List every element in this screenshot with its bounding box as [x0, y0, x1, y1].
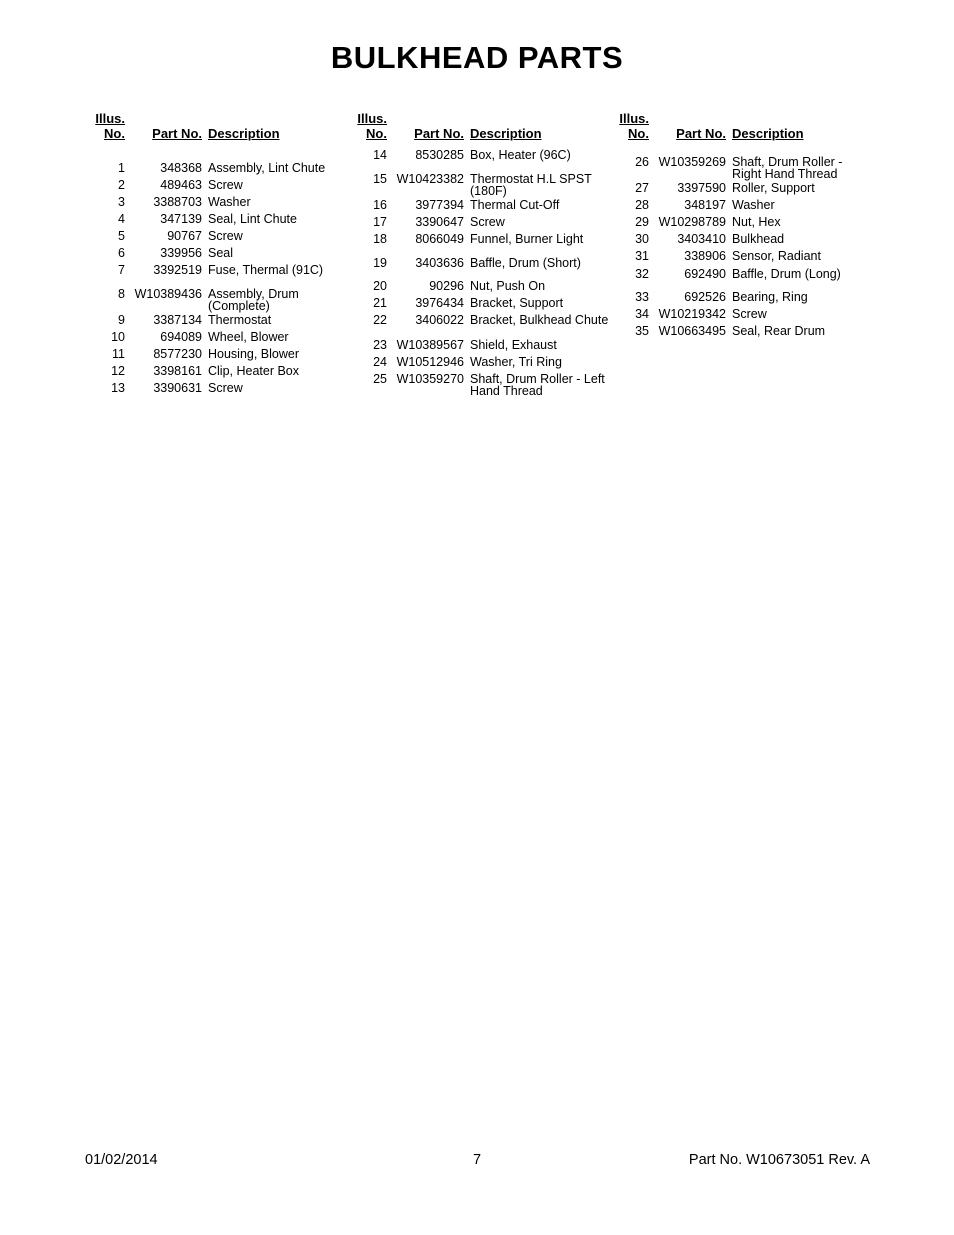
part-number: 692526: [684, 290, 726, 304]
illus-number: 24: [373, 355, 387, 369]
part-description: Fuse, Thermal (91C): [208, 263, 324, 277]
footer-date: 01/02/2014: [85, 1152, 158, 1168]
part-number: W10423382: [396, 172, 464, 186]
illus-number: 18: [373, 232, 387, 246]
part-number: 347139: [160, 212, 202, 226]
part-no-header: Part No.: [152, 126, 202, 141]
part-description: Screw: [208, 178, 243, 192]
part-description: Box, Heater (96C): [470, 148, 571, 162]
part-description: Roller, Support: [732, 181, 815, 195]
footer-page-number: 7: [472, 1152, 482, 1168]
part-description: Assembly, Lint Chute: [208, 161, 326, 175]
illus-number: 35: [635, 324, 649, 338]
part-number: 339956: [160, 246, 202, 260]
part-number: 692490: [684, 267, 726, 281]
part-number: 3977394: [415, 198, 464, 212]
part-description: Seal, Lint Chute: [208, 212, 297, 226]
part-number: W10219342: [658, 307, 726, 321]
illus-number: 17: [373, 215, 387, 229]
part-number: 3403636: [415, 256, 464, 270]
illus-number: 10: [111, 330, 125, 344]
part-description: Thermostat H.L SPST (180F): [470, 172, 592, 198]
part-number: 8577230: [153, 347, 202, 361]
part-description: Bracket, Bulkhead Chute: [470, 313, 609, 327]
part-number: 90767: [167, 229, 202, 243]
description-header: Description: [732, 126, 804, 141]
illus-number: 19: [373, 256, 387, 270]
part-description: Housing, Blower: [208, 347, 300, 361]
illus-number: 3: [118, 195, 125, 209]
column-header: [88, 111, 350, 143]
part-description: Washer, Tri Ring: [470, 355, 562, 369]
part-number: W10298789: [658, 215, 726, 229]
part-number: 3390647: [415, 215, 464, 229]
illus-number: 11: [112, 347, 125, 361]
illus-number: 27: [635, 181, 649, 195]
part-description: Screw: [470, 215, 505, 229]
part-number: W10512946: [396, 355, 464, 369]
part-description: Clip, Heater Box: [208, 364, 300, 378]
illus-number: 8: [118, 287, 125, 301]
part-number: W10663495: [658, 324, 726, 338]
illus-no-header: Illus. No.: [357, 111, 387, 141]
description-header: Description: [208, 126, 280, 141]
illus-number: 28: [635, 198, 649, 212]
column-header: [350, 111, 612, 143]
part-description: Shield, Exhaust: [470, 338, 557, 352]
illus-no-header: Illus. No.: [95, 111, 125, 141]
illus-number: 4: [118, 212, 125, 226]
illus-number: 29: [635, 215, 649, 229]
part-description: Screw: [732, 307, 767, 321]
part-description: Wheel, Blower: [208, 330, 289, 344]
illus-number: 1: [118, 161, 125, 175]
illus-number: 26: [635, 155, 649, 169]
illus-number: 14: [373, 148, 387, 162]
part-description: Shaft, Drum Roller - Right Hand Thread: [732, 155, 843, 181]
part-description: Bulkhead: [732, 232, 785, 246]
part-description: Assembly, Drum (Complete): [208, 287, 299, 313]
illus-number: 30: [635, 232, 649, 246]
part-number: 8066049: [415, 232, 464, 246]
part-number: 90296: [429, 279, 464, 293]
part-number: 3397590: [677, 181, 726, 195]
part-number: W10359270: [396, 372, 464, 386]
illus-number: 2: [118, 178, 125, 192]
part-number: 3388703: [153, 195, 202, 209]
part-number: 694089: [160, 330, 202, 344]
part-number: 338906: [684, 249, 726, 263]
part-description: Thermostat: [208, 313, 272, 327]
part-number: W10389567: [396, 338, 464, 352]
part-number: 348368: [160, 161, 202, 175]
part-number: 3406022: [415, 313, 464, 327]
illus-number: 6: [118, 246, 125, 260]
part-no-header: Part No.: [414, 126, 464, 141]
description-header: Description: [470, 126, 542, 141]
part-description: Screw: [208, 381, 243, 395]
illus-number: 9: [118, 313, 125, 327]
illus-number: 25: [373, 372, 387, 386]
part-number: 3976434: [415, 296, 464, 310]
illus-number: 22: [373, 313, 387, 327]
illus-number: 21: [373, 296, 387, 310]
page-title: BULKHEAD PARTS: [330, 40, 624, 75]
illus-no-header: Illus. No.: [619, 111, 649, 141]
illus-number: 34: [635, 307, 649, 321]
illus-number: 12: [111, 364, 125, 378]
part-number: 3398161: [153, 364, 202, 378]
part-description: Bearing, Ring: [732, 290, 808, 304]
illus-number: 31: [635, 249, 649, 263]
part-number: 3392519: [153, 263, 202, 277]
illus-number: 13: [111, 381, 125, 395]
part-number: 489463: [160, 178, 202, 192]
column-header: [612, 111, 874, 143]
part-description: Shaft, Drum Roller - Left Hand Thread: [470, 372, 605, 398]
part-description: Screw: [208, 229, 243, 243]
part-no-header: Part No.: [676, 126, 726, 141]
part-description: Nut, Hex: [732, 215, 781, 229]
part-number: W10359269: [658, 155, 726, 169]
illus-number: 7: [118, 263, 125, 277]
parts-column-3: [612, 111, 874, 338]
part-number: 8530285: [415, 148, 464, 162]
part-number: W10389436: [134, 287, 202, 301]
illus-number: 20: [373, 279, 387, 293]
illus-number: 15: [373, 172, 387, 186]
part-number: 348197: [684, 198, 726, 212]
illus-number: 16: [373, 198, 387, 212]
part-description: Washer: [208, 195, 251, 209]
part-number: 3403410: [677, 232, 726, 246]
part-description: Baffle, Drum (Short): [470, 256, 581, 270]
part-description: Nut, Push On: [470, 279, 546, 293]
part-description: Funnel, Burner Light: [470, 232, 584, 246]
part-number: 3387134: [153, 313, 202, 327]
illus-number: 5: [118, 229, 125, 243]
illus-number: 23: [373, 338, 387, 352]
illus-number: 32: [635, 267, 649, 281]
part-description: Baffle, Drum (Long): [732, 267, 841, 281]
parts-column-1: [88, 111, 350, 395]
illus-number: 33: [635, 290, 649, 304]
part-description: Sensor, Radiant: [732, 249, 821, 263]
footer-part-number: Part No. W10673051 Rev. A: [688, 1152, 870, 1168]
parts-column-2: [350, 111, 612, 398]
part-description: Thermal Cut-Off: [470, 198, 560, 212]
part-number: 3390631: [153, 381, 202, 395]
part-description: Seal, Rear Drum: [732, 324, 826, 338]
part-description: Washer: [732, 198, 775, 212]
part-description: Bracket, Support: [470, 296, 564, 310]
part-description: Seal: [208, 246, 234, 260]
